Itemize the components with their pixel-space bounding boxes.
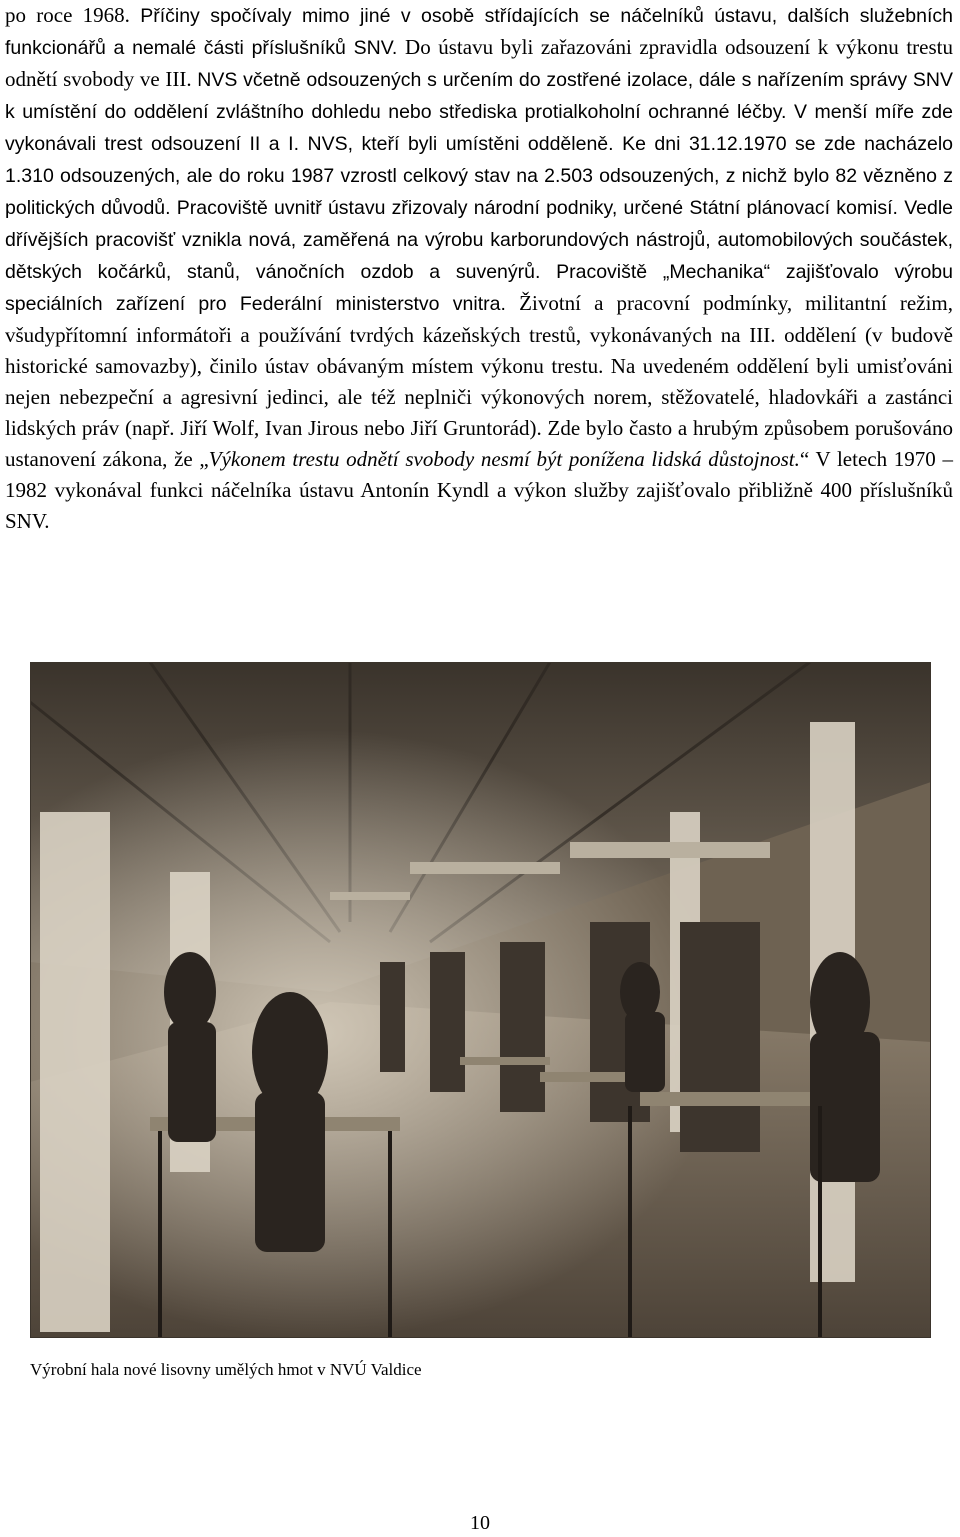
text-segment-6: “ V letech 1970 – 1982 vykonával funkci náčelníka ústavu Antonín Kyndl a výkon služby zajišťovalo přibližně 400 příslušníků SNV.	[5, 447, 953, 533]
text-segment-5: Životní a pracovní podmínky, militantní režim, všudypřítomní informátoři a používání tvrdých kázeňských trestů, vykonávaných na III. oddělení (v budově historické samovazby), činilo ústav obávaným místem výkonu trestu. Na uvedeném oddělení byli umisťováni nejen nebezpeční a agresivní jedinci, ale též neplniči výkonových norem, stěžovatelé, hladovkáři a zastánci lidských práv (např. Jiří Wolf, Ivan Jirous nebo Jiří Gruntorád). Zde bylo často a hrubým způsobem porušováno ustanovení zákona, že „	[5, 291, 953, 471]
factory-hall-photo-icon	[30, 662, 931, 1338]
page-number: 10	[470, 1512, 490, 1534]
factory-hall-photo	[30, 662, 931, 1338]
text-segment-2: Příčiny spočívaly mimo jiné v osobě střídajících se náčelníků ústavu, dalších služebních funkcionářů a nemalé části příslušníků SNV.	[5, 5, 954, 59]
body-paragraph	[5, 0, 953, 537]
text-segment-4: NVS včetně odsouzených s určením do zostřené izolace, dále s nařízením správy SNV k umístění do oddělení zvláštního dohledu nebo střediska protialkoholní ochranné léčby. V menší míře zde vykonávali trest odsouzení II a I. NVS, kteří byli umístěni odděleně. Ke dni 31.12.1970 se zde nacházelo 1.310 odsouzených, ale do roku 1987 vzrostl celkový stav na 2.503 odsouzených, z nichž bylo 82 vězněno z politických důvodů. Pracoviště uvnitř ústavu zřizovaly národní podniky, určené Státní plánovací komisí. Vedle dřívějších pracovišť vznikla nová, zaměřená na výrobu karborundových nástrojů, automobilových součástek, dětských kočárků, stanů, vánočních ozdob a suvenýrů. Pracoviště „Mechanika“ zajišťovalo výrobu speciálních zařízení pro Federální ministerstvo vnitra.	[5, 69, 953, 315]
text-segment-3: Do ústavu byli zařazováni zpravidla odsouzení k výkonu trestu odnětí svobody ve III.	[5, 35, 953, 91]
text-segment-1: po roce 1968.	[5, 3, 141, 27]
law-quote: Výkonem trestu odnětí svobody nesmí být ponížena lidská důstojnost.	[208, 447, 800, 471]
photo-caption: Výrobní hala nové lisovny umělých hmot v NVÚ Valdice	[30, 1360, 422, 1379]
